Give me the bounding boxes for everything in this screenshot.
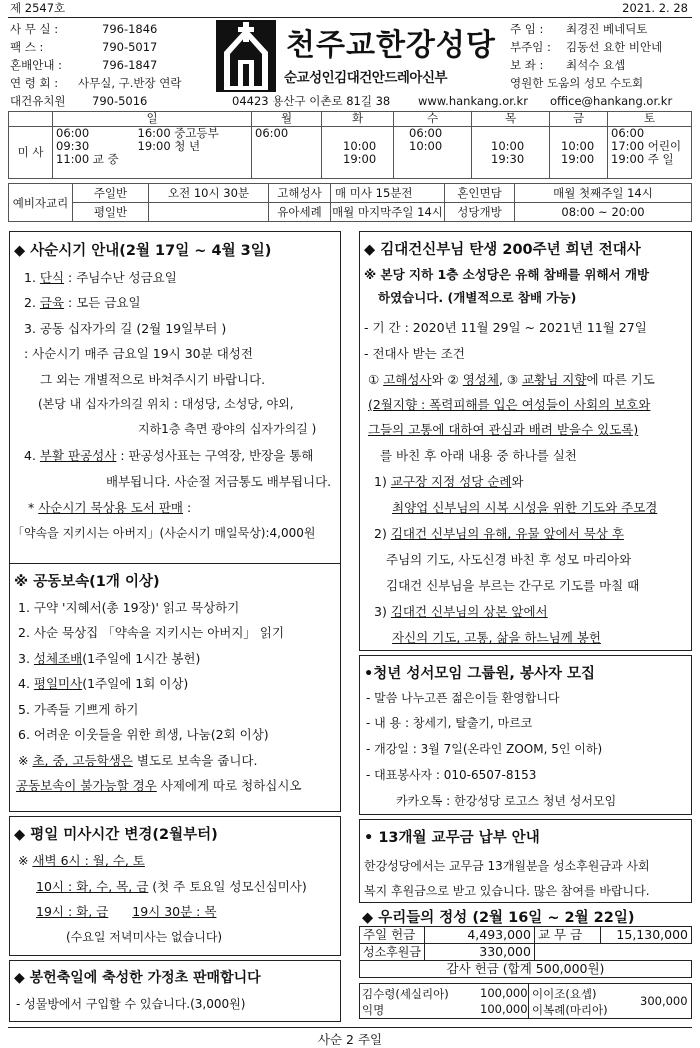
issue-number: 제 2547호 [10,1,66,15]
desc: 에 따른 기도 [586,372,655,387]
lent-title: ◆ 사순시기 안내(2월 17일 ~ 4월 3일) [14,243,272,259]
youth-welcome: - 말씀 나누고픈 젊은이들 환영합니다 [366,691,560,705]
youth-start: - 개강일 : 3월 7일(온라인 ZOOM, 5인 이하) [366,742,603,756]
lent-line-stations: 3. 공동 십자가의 길 (2월 19일부터 ) [24,321,227,336]
day-fri: 금 [550,112,608,127]
term: 교황님 지향 [522,372,587,387]
jubilee-intention-2: 그들의 고통에 대하여 관심과 배려 받을수 있도록) [368,422,639,437]
weekday-dawn [18,851,145,869]
sun-time: 16:00 중고등부 [137,126,219,140]
donor-34-amount: 300,000 [640,994,688,1008]
penance-item-6: 6. 어려운 이웃들을 위한 희생, 나눔(2회 이상) [18,727,269,742]
sat-time: 17:00 어린이 [611,139,682,153]
offering-table [359,926,692,978]
sat-mass-times [608,127,692,179]
penance-item-1: 1. 구약 '지혜서(총 19장)' 읽고 묵상하기 [18,600,240,615]
weekday-mass-box [9,816,341,956]
header-rule [8,17,692,18]
mark: ※ [18,853,33,868]
lent-line-book [28,498,191,516]
sat-time: 06:00 [611,126,645,140]
parish-name: 천주교한강성당 [286,28,496,63]
sch-line-2: 복지 후원금으로 받고 있습니다. 많은 참여를 바랍니다. [364,884,650,898]
sunday-offering-label: 주일 헌금 [360,927,425,944]
tithe-label: 교 무 금 [534,927,600,944]
term: 부활 판공성사 [39,448,117,463]
penance-exception [16,776,302,794]
desc: : [182,500,192,515]
term: 사순시기 묵상용 도서 판매 [38,500,183,515]
term: 김대건 신부님의 유해, 유물 앞에서 묵상 후 [390,526,624,541]
parish-email[interactable]: office@hankang.or.kr [550,94,673,108]
sun-time: 19:00 청 년 [137,139,201,153]
mon-mass-times [252,127,322,179]
jubilee-option-3b: 자신의 기도, 고통, 삶을 하느님께 봉헌 [392,630,601,645]
res-r2-c3: 유아세례 [269,203,331,222]
term: 평일미사 [33,676,83,691]
youth-kakao: 카카오톡 : 한강성당 로고스 청년 성서모임 [396,794,617,808]
day-tue: 화 [322,112,394,127]
candle-info: - 성물방에서 구입할 수 있습니다.(3,000원) [16,997,246,1011]
jubilee-option-2 [374,524,624,542]
res-r1-c2: 오전 10시 30분 [149,184,269,203]
jubilee-option-2c: 김대건 신부님을 부르는 간구로 기도를 마칠 때 [386,578,640,593]
sun-time: 09:30 [56,139,90,153]
sun-time: 06:00 [56,126,90,140]
staff-order: 영원한 도움의 성모 수도회 [510,76,644,90]
schedule-corner [9,112,53,127]
penance-title: ※ 공동보속(1개 이상) [14,574,160,590]
mark: 와 ② [431,372,463,387]
empty-cell [534,944,691,961]
staff-assistant-name: 김동선 요한 비안네 [566,40,663,54]
jubilee-condition-1 [368,370,655,388]
weekday-morning [36,877,307,895]
num: 3. [18,651,34,666]
desc: (첫 주 토요일 성모신심미사) [148,879,307,894]
lent-line-confession [24,446,313,464]
thu-time: 19:30 [491,152,525,166]
day-sun: 일 [53,112,252,127]
term: 새벽 6시 : 월, 수, 토 [32,853,145,868]
contact-kinder-phone: 790-5016 [92,94,148,108]
term: 고해성사 [383,372,432,387]
num: 1) [374,474,391,489]
donor-2-amount: 100,000 [480,1002,528,1016]
staff-deacon-label: 보 좌 : [510,58,544,72]
res-r1-c6: 매월 첫째주일 14시 [515,184,692,203]
desc: 사제에게 따로 청하십시오 [156,778,302,793]
staff-deacon-name: 최석수 요셉 [566,58,626,72]
term: 성체조배 [33,651,83,666]
day-sat: 토 [608,112,692,127]
res-r1-c3: 고해성사 [269,184,331,203]
catechumen-label: 예비자교리 [9,184,73,222]
term: 19시 30분 : 목 [132,904,217,919]
sun-mass-times-b [135,127,252,179]
jubilee-conditions: - 전대사 받는 조건 [364,346,465,361]
staff-assistant-label: 부주임 : [510,40,551,54]
desc: (1주일에 1시간 봉헌) [82,651,201,666]
term: 김대건 신부님의 상본 앞에서 [390,604,548,619]
term: 공동보속이 불가능할 경우 [16,778,157,793]
desc: : 모든 금요일 [64,295,141,310]
wed-time: 06:00 [409,126,443,140]
thu-mass-times [472,127,550,179]
res-r2-c2 [149,203,269,222]
donor-3-name: 이이조(요셉) [532,987,597,1001]
res-r2-c6: 08:00 ~ 20:00 [515,203,692,222]
jubilee-box [359,231,692,651]
mass-schedule-table [8,111,692,179]
contact-wedding-phone: 796-1847 [102,58,158,72]
tue-time: 19:00 [343,152,377,166]
contact-funeral-value: 사무실, 구.반장 연락 [78,76,182,90]
church-logo-icon [216,20,276,92]
term: 10시 : 화, 수, 목, 금 [36,879,149,894]
lent-line-distribution: 배부됩니다. 사순절 저금통도 배부됩니다. [106,474,332,489]
sacrament-table [8,183,692,222]
thanks-offering-total: 감사 헌금 (합계 500,000원) [360,961,692,978]
num: 2. [24,295,40,310]
tue-mass-times [322,127,394,179]
parish-website[interactable]: www.hankang.or.kr [418,94,528,108]
lent-line-locations2: 지하1층 측면 광야의 십자가의길 ) [138,422,317,436]
lent-line-stations-time: : 사순시기 매주 금요일 19시 30분 대성전 [24,346,253,361]
donor-1-name: 김수령(세실리아) [362,987,449,1001]
lent-line-locations: (본당 내 십자가의길 위치 : 대성당, 소성당, 야외, [38,397,294,411]
penance-item-2: 2. 사순 묵상집 「약속을 지키시는 아버지」 읽기 [18,625,285,640]
vocation-label: 성소후원금 [360,944,425,961]
term: 교구장 지정 성당 순례 [390,474,512,489]
num: * [28,500,39,515]
mark: ① [368,372,384,387]
term: 19시 : 화, 금 [36,904,109,919]
liturgical-day: 사순 2 주일 [317,1032,383,1047]
desc: 와 [511,474,524,489]
sun-mass-times-a [53,127,135,179]
contact-fax-phone: 790-5017 [102,40,158,54]
lent-line-individual: 그 외는 개별적으로 바쳐주시기 바랍니다. [40,372,266,387]
term: 영성체 [462,372,499,387]
jubilee-option-1 [374,472,524,490]
parish-patron: 순교성인김대건안드레아신부 [284,70,448,86]
bulletin-date: 2021. 2. 28 [622,1,688,15]
parish-address: 04423 용산구 이촌로 81길 38 [232,94,391,108]
staff-pastor-name: 최경진 베네딕토 [566,22,648,36]
res-r2-c1: 평일반 [73,203,149,222]
jubilee-option-1b: 최양업 신부님의 시복 시성을 위한 기도와 주모경 [392,500,658,515]
contact-fax-label: 팩 스 : [10,40,44,54]
contact-office-phone: 796-1846 [102,22,158,36]
mark: ※ [18,753,33,768]
mark: , ③ [498,372,523,387]
youth-content: - 내 용 : 창세기, 탈출기, 마르코 [366,716,533,730]
weekday-title: ◆ 평일 미사시간 변경(2월부터) [14,827,218,843]
weekday-note: (수요일 저녁미사는 없습니다) [66,930,223,944]
tue-time: 10:00 [343,139,377,153]
jubilee-period: - 기 간 : 2020년 11월 29일 ~ 2021년 11월 27일 [364,320,647,335]
jubilee-practice: 를 바친 후 아래 내용 중 하나를 실천 [380,448,577,463]
jubilee-open-2: 하였습니다. (개별적으로 참배 가능) [378,290,577,305]
thanks-donors [359,983,692,1019]
fri-time: 10:00 [561,139,595,153]
jubilee-intention: (2월지향 : 폭력피해를 입은 여성들이 사회의 보호와 [368,397,651,412]
youth-bible-box [359,655,692,815]
day-thu: 목 [472,112,550,127]
desc: (1주일에 1회 이상) [82,676,189,691]
jubilee-option-3 [374,602,548,620]
offering-title: ◆ 우리들의 정성 (2월 16일 ~ 2월 22일) [362,910,635,926]
term: 초, 중, 고등학생은 [32,753,133,768]
jubilee-option-2b: 주님의 기도, 사도신경 바친 후 성모 마리아와 [386,552,632,567]
res-r1-c4: 매 미사 15분전 [331,184,445,203]
desc: : 주님수난 성금요일 [64,270,177,285]
youth-title: •청년 성서모임 그룹원, 봉사자 모집 [364,666,596,682]
res-r1-c5: 혼인면담 [445,184,515,203]
mass-row-label: 미 사 [9,127,53,179]
res-r1-c1: 주일반 [73,184,149,203]
res-r2-c4: 매월 마지막주일 14시 [331,203,445,222]
term: 금육 [39,295,65,310]
penance-item-4 [18,674,188,692]
donor-2-name: 익명 [362,1003,385,1017]
num: 4. [24,448,40,463]
lent-line-fasting [24,268,177,286]
res-r2-c5: 성당개방 [445,203,515,222]
contact-office-label: 사 무 실 : [10,22,59,36]
penance-box [9,563,341,812]
wed-mass-times [394,127,472,179]
candle-title: ◆ 봉헌축일에 축성한 가정초 판매합니다 [14,970,261,986]
sun-time: 11:00 교 중 [56,152,119,166]
num: 1. [24,270,40,285]
jubilee-open: ※ 본당 지하 1층 소성당은 유해 참배를 위해서 개방 [364,267,650,282]
penance-item-5: 5. 가족들 기쁘게 하기 [18,702,139,717]
penance-students [18,751,257,769]
lent-line-book-price: 「약속을 지키시는 아버지」(사순시기 매일묵상):4,000원 [12,526,316,540]
mon-time: 06:00 [255,126,289,140]
donor-divider [528,984,529,1018]
term: 단식 [39,270,65,285]
sch-title: • 13개월 교무금 납부 안내 [364,830,540,846]
tithe-amount: 15,130,000 [600,927,691,944]
sch-line-1: 한강성당에서는 교무금 13개월분을 성소후원금과 사회 [364,859,650,873]
contact-wedding-label: 혼배안내 : [10,58,62,72]
penance-item-3 [18,649,200,667]
thirteen-month-box [359,819,692,903]
fri-time: 19:00 [561,152,595,166]
desc: : 판공성사표는 구역장, 반장을 통해 [116,448,314,463]
weekday-evening [36,902,216,920]
lent-line-abstinence [24,293,141,311]
footer-rule [8,1027,692,1028]
num: 3) [374,604,391,619]
day-mon: 월 [252,112,322,127]
candle-sale-box [9,960,341,1022]
contact-kinder-label: 대건유치원 [10,94,66,108]
thu-time: 10:00 [491,139,525,153]
lent-notice-box [9,231,341,564]
sunday-offering-amount: 4,493,000 [424,927,534,944]
num: 4. [18,676,34,691]
desc: 별도로 보속을 줍니다. [132,753,258,768]
fri-mass-times [550,127,608,179]
youth-contact[interactable]: - 대표봉사자 : 010-6507-8153 [366,768,537,782]
day-wed: 수 [394,112,472,127]
donor-1-amount: 100,000 [480,986,528,1000]
num: 2) [374,526,391,541]
vocation-amount: 330,000 [424,944,534,961]
sat-time: 19:00 주 일 [611,152,674,166]
jubilee-title: ◆ 김대건신부님 탄생 200주년 희년 전대사 [364,242,641,258]
staff-pastor-label: 주 임 : [510,22,544,36]
wed-time: 10:00 [409,139,443,153]
parish-logo [216,20,496,94]
donor-4-name: 이복례(마리아) [532,1003,608,1017]
contact-funeral-label: 연 령 회 : [10,76,59,90]
